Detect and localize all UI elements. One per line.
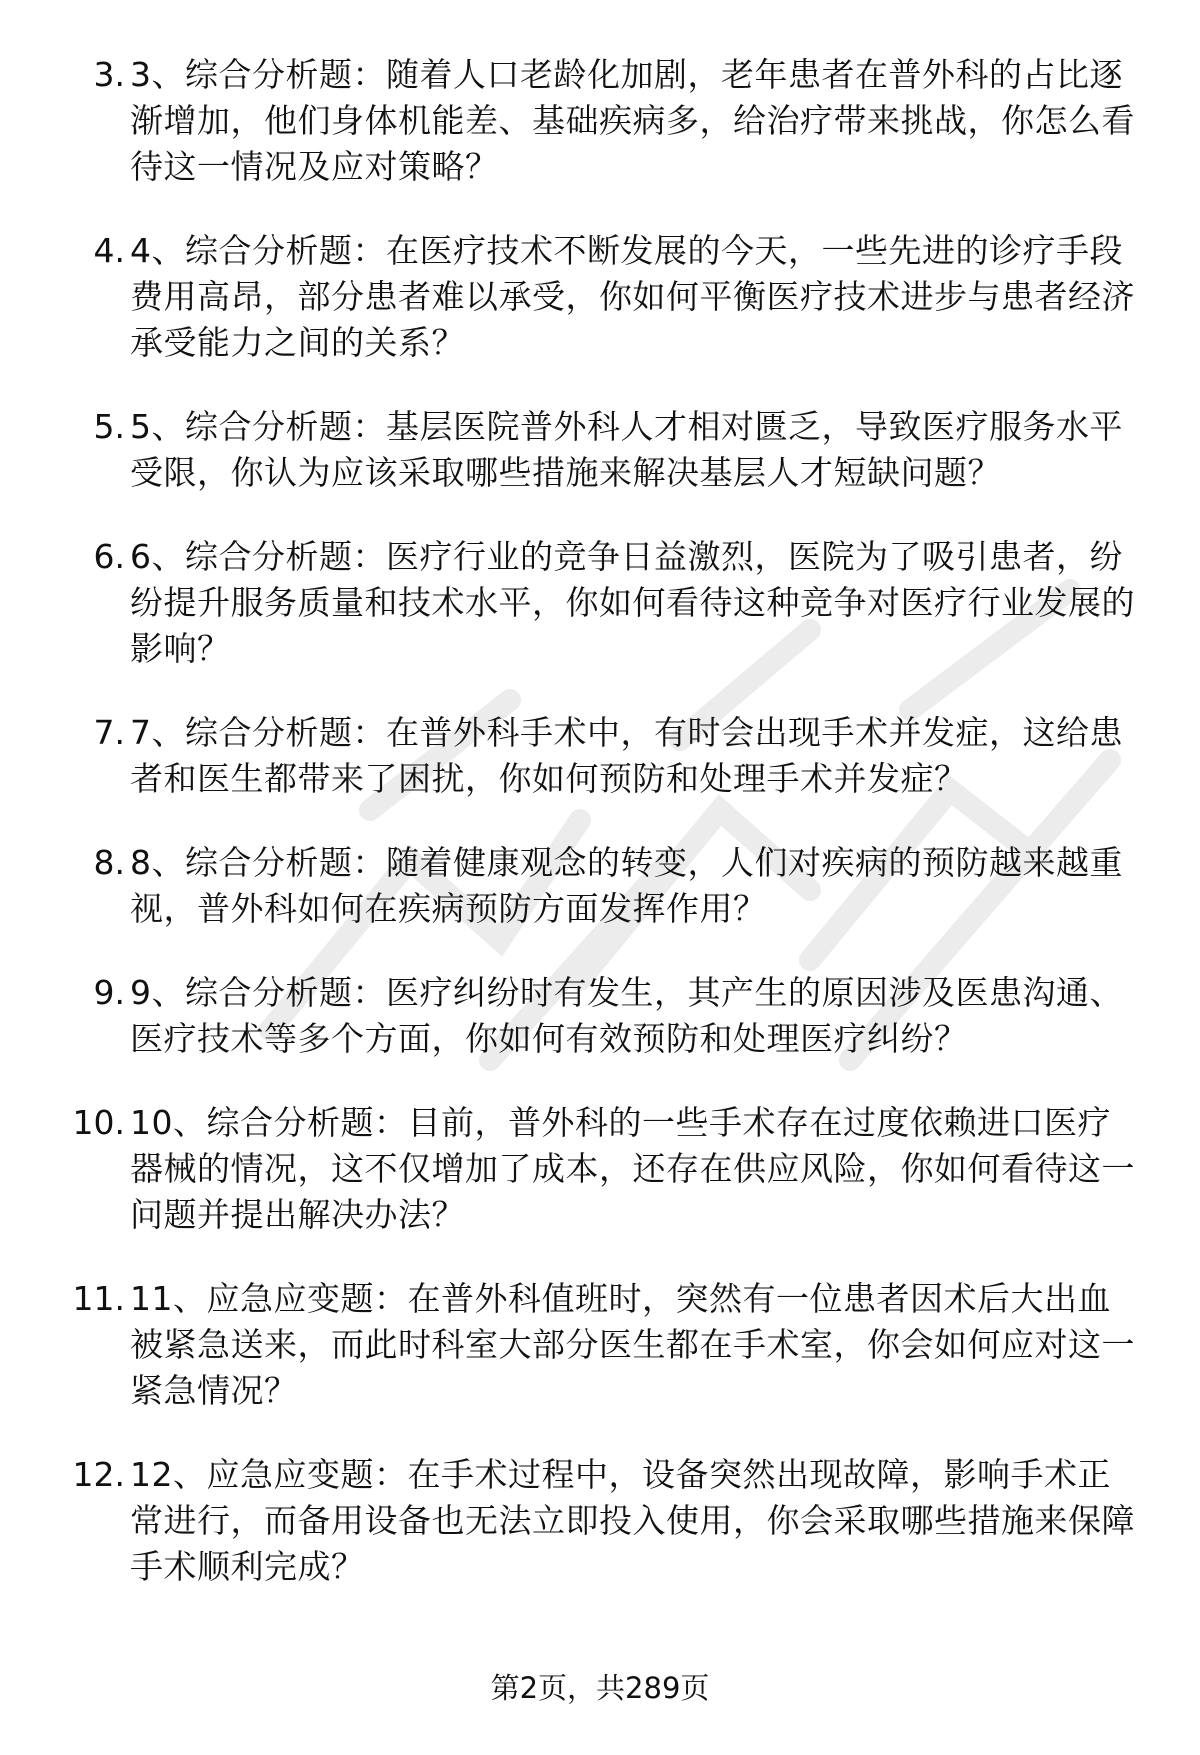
question-item [0, 1452, 1200, 1590]
question-text: 11、应急应变题：在普外科值班时，突然有一位患者因术后大出血被紧急送来，而此时科室大部分医生都在手术室，你会如何应对这一紧急情况？ [130, 1279, 1135, 1410]
question-item [0, 534, 1200, 672]
question-item [0, 404, 1200, 496]
question-text: 10、综合分析题：目前，普外科的一些手术存在过度依赖进口医疗器械的情况，这不仅增加了成本，还存在供应风险，你如何看待这一问题并提出解决办法？ [130, 1103, 1135, 1234]
question-text: 8、综合分析题：随着健康观念的转变，人们对疾病的预防越来越重视，普外科如何在疾病预防方面发挥作用？ [130, 843, 1123, 928]
question-number: 4. [93, 231, 125, 270]
question-item [0, 1276, 1200, 1414]
question-item [0, 970, 1200, 1062]
question-text: 9、综合分析题：医疗纠纷时有发生，其产生的原因涉及医患沟通、医疗技术等多个方面，你如何有效预防和处理医疗纠纷？ [130, 973, 1123, 1058]
question-item [0, 710, 1200, 802]
page-number-text: 第2页，共289页 [490, 1671, 710, 1705]
question-text: 5、综合分析题：基层医院普外科人才相对匮乏，导致医疗服务水平受限，你认为应该采取哪些措施来解决基层人才短缺问题？ [130, 407, 1123, 492]
page-footer [0, 1668, 1200, 1708]
question-text: 6、综合分析题：医疗行业的竞争日益激烈，医院为了吸引患者，纷纷提升服务质量和技术水平，你如何看待这种竞争对医疗行业发展的影响？ [130, 537, 1135, 668]
question-item [0, 1100, 1200, 1238]
question-number: 5. [93, 407, 125, 446]
question-number: 11. [72, 1279, 125, 1318]
question-text: 3、综合分析题：随着人口老龄化加剧，老年患者在普外科的占比逐渐增加，他们身体机能差、基础疾病多，给治疗带来挑战，你怎么看待这一情况及应对策略？ [130, 55, 1135, 186]
question-item [0, 228, 1200, 366]
question-list [0, 52, 1200, 1628]
question-text: 7、综合分析题：在普外科手术中，有时会出现手术并发症，这给患者和医生都带来了困扰，你如何预防和处理手术并发症？ [130, 713, 1123, 798]
question-number: 7. [93, 713, 125, 752]
question-text: 4、综合分析题：在医疗技术不断发展的今天，一些先进的诊疗手段费用高昂，部分患者难以承受，你如何平衡医疗技术进步与患者经济承受能力之间的关系？ [130, 231, 1135, 362]
question-number: 9. [93, 973, 125, 1012]
question-number: 12. [72, 1455, 125, 1494]
question-number: 3. [93, 55, 125, 94]
question-item [0, 52, 1200, 190]
question-item [0, 840, 1200, 932]
question-text: 12、应急应变题：在手术过程中，设备突然出现故障，影响手术正常进行，而备用设备也无法立即投入使用，你会采取哪些措施来保障手术顺利完成？ [130, 1455, 1135, 1586]
question-number: 6. [93, 537, 125, 576]
question-number: 8. [93, 843, 125, 882]
question-number: 10. [72, 1103, 125, 1142]
